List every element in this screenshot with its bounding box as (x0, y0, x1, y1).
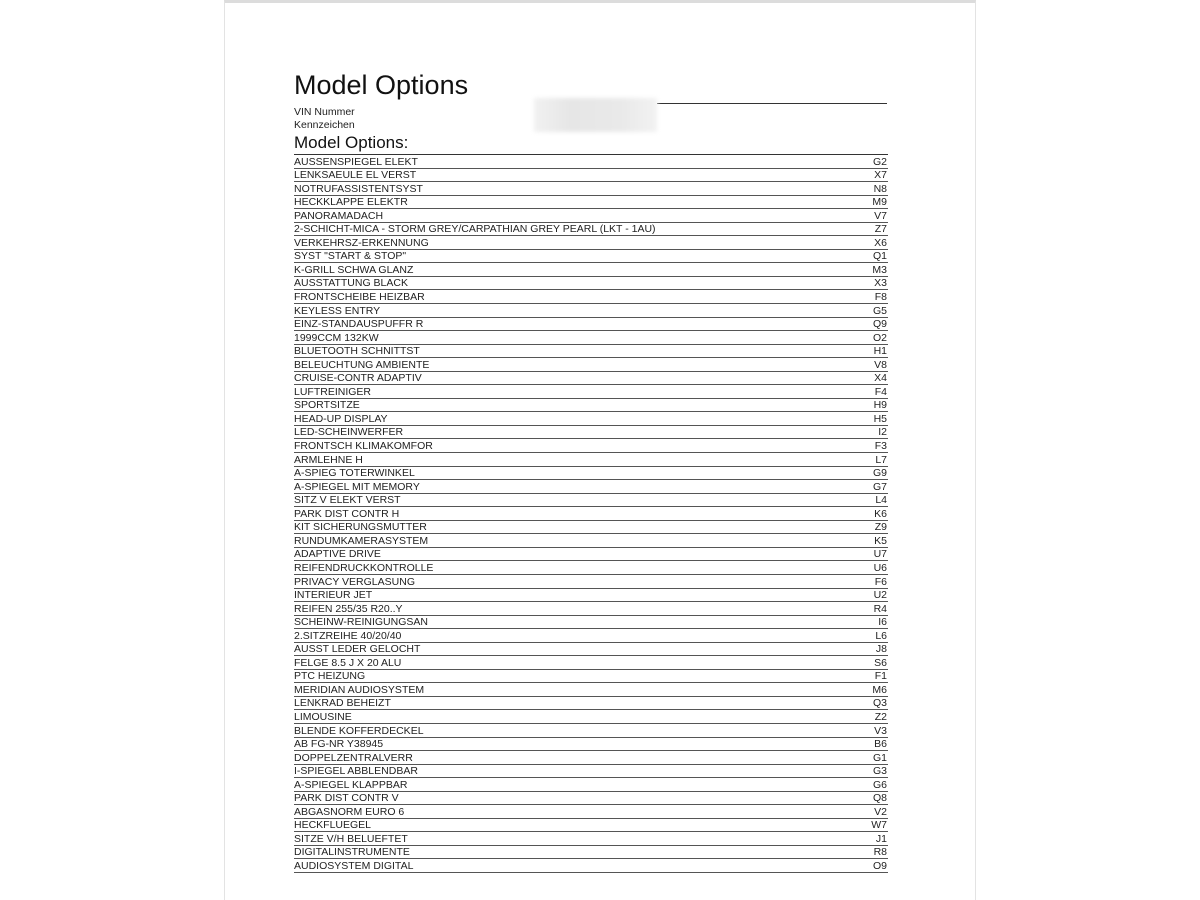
option-code: G9 (872, 467, 887, 480)
option-row (294, 507, 888, 521)
option-code: K5 (874, 534, 887, 547)
option-name: LIMOUSINE (294, 710, 352, 723)
title-divider (657, 103, 887, 104)
option-row (294, 345, 888, 359)
option-code: X7 (874, 169, 887, 182)
option-code: X6 (874, 236, 887, 249)
option-code: Q9 (872, 318, 887, 331)
option-name: FELGE 8.5 J X 20 ALU (294, 656, 402, 669)
option-name: LENKRAD BEHEIZT (294, 697, 391, 710)
option-row (294, 169, 888, 183)
option-row (294, 697, 888, 711)
option-name: HEAD-UP DISPLAY (294, 412, 388, 425)
option-name: ARMLEHNE H (294, 453, 363, 466)
option-name: LED-SCHEINWERFER (294, 426, 404, 439)
option-name: DIGITALINSTRUMENTE (294, 846, 410, 859)
option-name: INTERIEUR JET (294, 589, 373, 602)
option-name: LUFTREINIGER (294, 385, 372, 398)
option-row (294, 710, 888, 724)
option-code: X3 (874, 277, 887, 290)
option-code: F3 (874, 440, 887, 453)
option-code: M9 (872, 196, 887, 209)
document-title: Model Options (294, 70, 469, 100)
option-code: U7 (873, 548, 887, 561)
option-row (294, 534, 888, 548)
option-code: N8 (873, 182, 887, 195)
option-row (294, 236, 888, 250)
options-table (294, 154, 888, 873)
option-name: SITZE V/H BELUEFTET (294, 832, 408, 845)
option-code: V7 (874, 209, 887, 222)
option-code: Z9 (874, 521, 887, 534)
option-code: U6 (873, 561, 887, 574)
option-code: I2 (878, 426, 887, 439)
option-name: 2-SCHICHT-MICA - STORM GREY/CARPATHIAN GREY PEARL (LKT - 1AU) (294, 223, 656, 236)
option-name: PTC HEIZUNG (294, 670, 366, 683)
option-code: M3 (872, 263, 887, 276)
option-name: 2.SITZREIHE 40/20/40 (294, 629, 402, 642)
option-name: FRONTSCH KLIMAKOMFOR (294, 440, 433, 453)
plate-label: Kennzeichen (294, 119, 355, 131)
option-row (294, 318, 888, 332)
option-code: F1 (874, 670, 887, 683)
option-name: MERIDIAN AUDIOSYSTEM (294, 683, 425, 696)
option-code: F8 (874, 291, 887, 304)
option-code: G3 (872, 765, 887, 778)
option-name: AUSSTATTUNG BLACK (294, 277, 408, 290)
option-code: S6 (874, 656, 887, 669)
option-row (294, 209, 888, 223)
option-code: J1 (875, 832, 887, 845)
option-name: HECKKLAPPE ELEKTR (294, 196, 408, 209)
option-name: FRONTSCHEIBE HEIZBAR (294, 291, 425, 304)
option-code: R4 (873, 602, 887, 615)
option-row (294, 182, 888, 196)
option-name: EINZ-STANDAUSPUFFR R (294, 318, 424, 331)
option-code: H9 (873, 399, 887, 412)
option-name: ABGASNORM EURO 6 (294, 805, 405, 818)
option-code: M6 (872, 683, 887, 696)
option-name: RUNDUMKAMERASYSTEM (294, 534, 429, 547)
option-code: F4 (874, 385, 887, 398)
option-name: NOTRUFASSISTENTSYST (294, 182, 423, 195)
option-row (294, 724, 888, 738)
option-row (294, 399, 888, 413)
option-row (294, 385, 888, 399)
option-row (294, 412, 888, 426)
option-row (294, 751, 888, 765)
option-row (294, 832, 888, 846)
option-name: ADAPTIVE DRIVE (294, 548, 381, 561)
option-code: R8 (873, 846, 887, 859)
redacted-value (534, 98, 657, 132)
option-code: K6 (874, 507, 887, 520)
option-code: V3 (874, 724, 887, 737)
option-name: KIT SICHERUNGSMUTTER (294, 521, 427, 534)
option-row (294, 263, 888, 277)
option-code: L4 (875, 494, 887, 507)
option-row (294, 575, 888, 589)
option-code: G5 (872, 304, 887, 317)
option-name: HECKFLUEGEL (294, 819, 372, 832)
document-page (224, 0, 976, 900)
option-name: DOPPELZENTRALVERR (294, 751, 413, 764)
option-code: Q3 (872, 697, 887, 710)
option-code: O2 (872, 331, 887, 344)
option-name: K-GRILL SCHWA GLANZ (294, 263, 414, 276)
option-name: I-SPIEGEL ABBLENDBAR (294, 765, 418, 778)
option-name: A-SPIEGEL MIT MEMORY (294, 480, 420, 493)
option-row (294, 290, 888, 304)
option-name: VERKEHRSZ-ERKENNUNG (294, 236, 429, 249)
option-row (294, 589, 888, 603)
option-code: X4 (874, 372, 887, 385)
option-row (294, 670, 888, 684)
option-name: CRUISE-CONTR ADAPTIV (294, 372, 422, 385)
option-name: BELEUCHTUNG AMBIENTE (294, 358, 430, 371)
option-row (294, 778, 888, 792)
option-code: G6 (872, 778, 887, 791)
option-row (294, 738, 888, 752)
option-row (294, 548, 888, 562)
option-row (294, 765, 888, 779)
option-code: V8 (874, 358, 887, 371)
option-row (294, 656, 888, 670)
option-row (294, 250, 888, 264)
option-row (294, 494, 888, 508)
option-row (294, 561, 888, 575)
section-heading: Model Options: (294, 133, 409, 152)
option-name: PRIVACY VERGLASUNG (294, 575, 415, 588)
option-name: LENKSAEULE EL VERST (294, 169, 417, 182)
option-row (294, 196, 888, 210)
option-code: H5 (873, 412, 887, 425)
option-row (294, 358, 888, 372)
option-row (294, 155, 888, 169)
option-code: Q8 (872, 792, 887, 805)
option-row (294, 805, 888, 819)
option-code: Q1 (872, 250, 887, 263)
option-code: I6 (878, 616, 887, 629)
option-name: SITZ V ELEKT VERST (294, 494, 401, 507)
option-name: AUDIOSYSTEM DIGITAL (294, 859, 414, 872)
vin-label: VIN Nummer (294, 106, 355, 118)
option-code: Z7 (874, 223, 887, 236)
option-row (294, 602, 888, 616)
option-row (294, 439, 888, 453)
option-name: SYST "START & STOP" (294, 250, 407, 263)
option-name: 1999CCM 132KW (294, 331, 379, 344)
option-code: B6 (874, 738, 887, 751)
option-name: SCHEINW-REINIGUNGSAN (294, 616, 428, 629)
option-row (294, 846, 888, 860)
option-code: V2 (874, 805, 887, 818)
option-row (294, 467, 888, 481)
option-code: G1 (872, 751, 887, 764)
option-row (294, 629, 888, 643)
option-code: L6 (875, 629, 887, 642)
option-row (294, 480, 888, 494)
option-name: BLENDE KOFFERDECKEL (294, 724, 424, 737)
option-name: PARK DIST CONTR H (294, 507, 400, 520)
option-row (294, 223, 888, 237)
option-code: O9 (872, 859, 887, 872)
option-name: BLUETOOTH SCHNITTST (294, 345, 420, 358)
option-name: PANORAMADACH (294, 209, 384, 222)
option-code: U2 (873, 589, 887, 602)
option-name: KEYLESS ENTRY (294, 304, 381, 317)
option-row (294, 331, 888, 345)
option-name: REIFEN 255/35 R20..Y (294, 602, 403, 615)
option-name: AUSSENSPIEGEL ELEKT (294, 155, 418, 168)
option-name: SPORTSITZE (294, 399, 360, 412)
option-row (294, 372, 888, 386)
option-row (294, 643, 888, 657)
option-code: Z2 (874, 710, 887, 723)
option-row (294, 426, 888, 440)
option-code: G2 (872, 155, 887, 168)
option-row (294, 304, 888, 318)
option-code: L7 (875, 453, 887, 466)
option-code: H1 (873, 345, 887, 358)
option-name: AUSST LEDER GELOCHT (294, 643, 421, 656)
option-row (294, 683, 888, 697)
option-name: A-SPIEG TOTERWINKEL (294, 467, 415, 480)
option-code: J8 (875, 643, 887, 656)
option-code: G7 (872, 480, 887, 493)
option-name: A-SPIEGEL KLAPPBAR (294, 778, 408, 791)
option-row (294, 859, 888, 873)
option-row (294, 453, 888, 467)
option-name: REIFENDRUCKKONTROLLE (294, 561, 434, 574)
option-code: F6 (874, 575, 887, 588)
option-row (294, 277, 888, 291)
option-row (294, 819, 888, 833)
option-row (294, 792, 888, 806)
option-row (294, 521, 888, 535)
option-row (294, 616, 888, 630)
option-name: AB FG-NR Y38945 (294, 738, 384, 751)
option-name: PARK DIST CONTR V (294, 792, 399, 805)
option-code: W7 (871, 819, 887, 832)
